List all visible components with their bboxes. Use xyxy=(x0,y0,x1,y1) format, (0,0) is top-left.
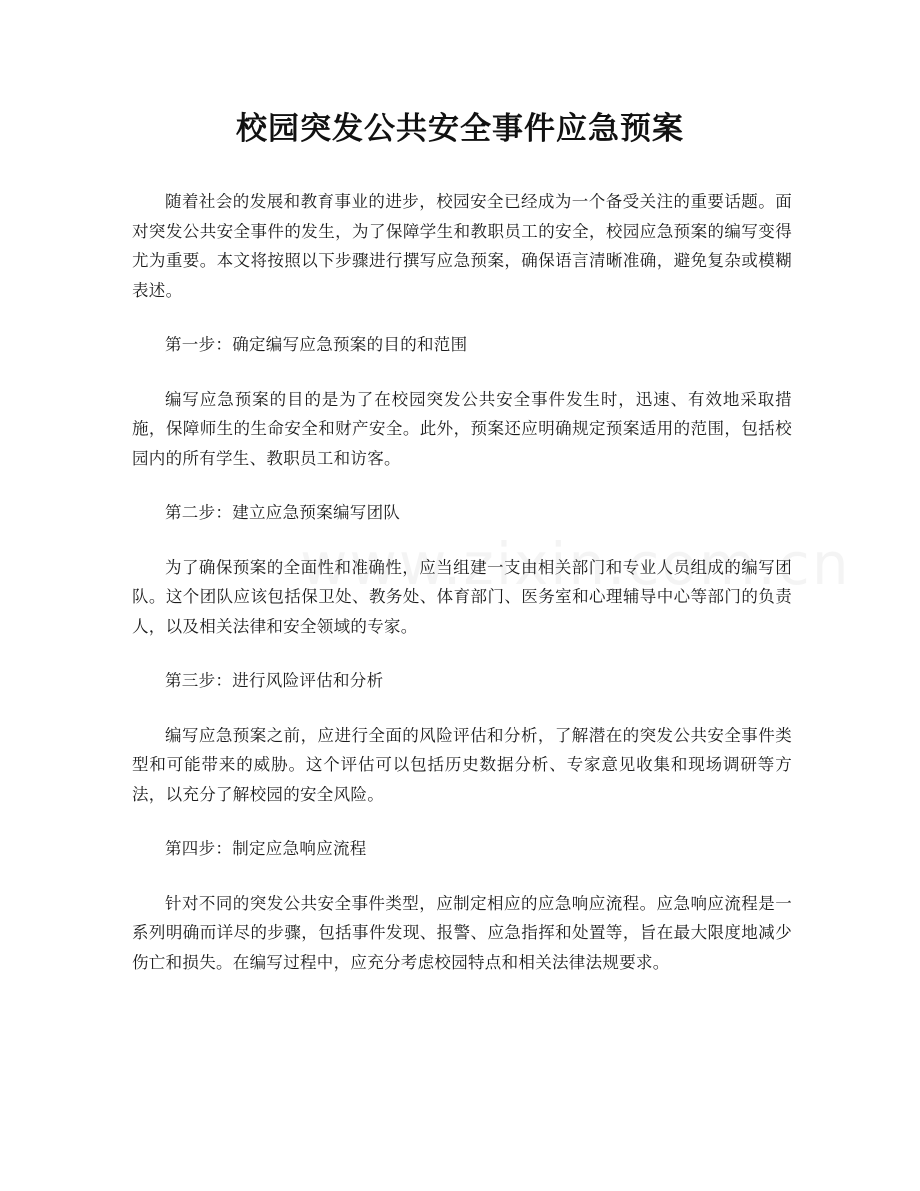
document-body xyxy=(132,187,792,1002)
document-title: 校园突发公共安全事件应急预案 xyxy=(236,111,684,147)
step-heading-4: 第四步：制定应急响应流程 xyxy=(165,839,367,858)
paragraph-step-1: 编写应急预案的目的是为了在校园突发公共安全事件发生时，迅速、有效地采取措施，保障师生的生命安全和财产安全。此外，预案还应明确规定预案适用的范围，包括校园内的所有学生、教职员工和访客。 xyxy=(132,389,792,468)
step-heading-3: 第三步：进行风险评估和分析 xyxy=(165,671,384,690)
step-heading-2: 第二步：建立应急预案编写团队 xyxy=(165,503,401,522)
paragraph-step-3: 编写应急预案之前，应进行全面的风险评估和分析，了解潜在的突发公共安全事件类型和可能带来的威胁。这个评估可以包括历史数据分析、专家意见收集和现场调研等方法，以充分了解校园的安全风险。 xyxy=(132,725,792,804)
paragraph-step-4: 针对不同的突发公共安全事件类型，应制定相应的应急响应流程。应急响应流程是一系列明确而详尽的步骤，包括事件发现、报警、应急指挥和处置等，旨在最大限度地减少伤亡和损失。在编写过程中，应充分考虑校园特点和相关法律法规要求。 xyxy=(132,893,792,972)
step-heading-1: 第一步：确定编写应急预案的目的和范围 xyxy=(165,335,468,354)
paragraph-step-2: 为了确保预案的全面性和准确性，应当组建一支由相关部门和专业人员组成的编写团队。这个团队应该包括保卫处、教务处、体育部门、医务室和心理辅导中心等部门的负责人，以及相关法律和安全领域的专家。 xyxy=(132,557,792,636)
paragraph-intro: 随着社会的发展和教育事业的进步，校园安全已经成为一个备受关注的重要话题。面对突发公共安全事件的发生，为了保障学生和教职员工的安全，校园应急预案的编写变得尤为重要。本文将按照以下步骤进行撰写应急预案，确保语言清晰准确，避免复杂或模糊表述。 xyxy=(132,192,792,300)
